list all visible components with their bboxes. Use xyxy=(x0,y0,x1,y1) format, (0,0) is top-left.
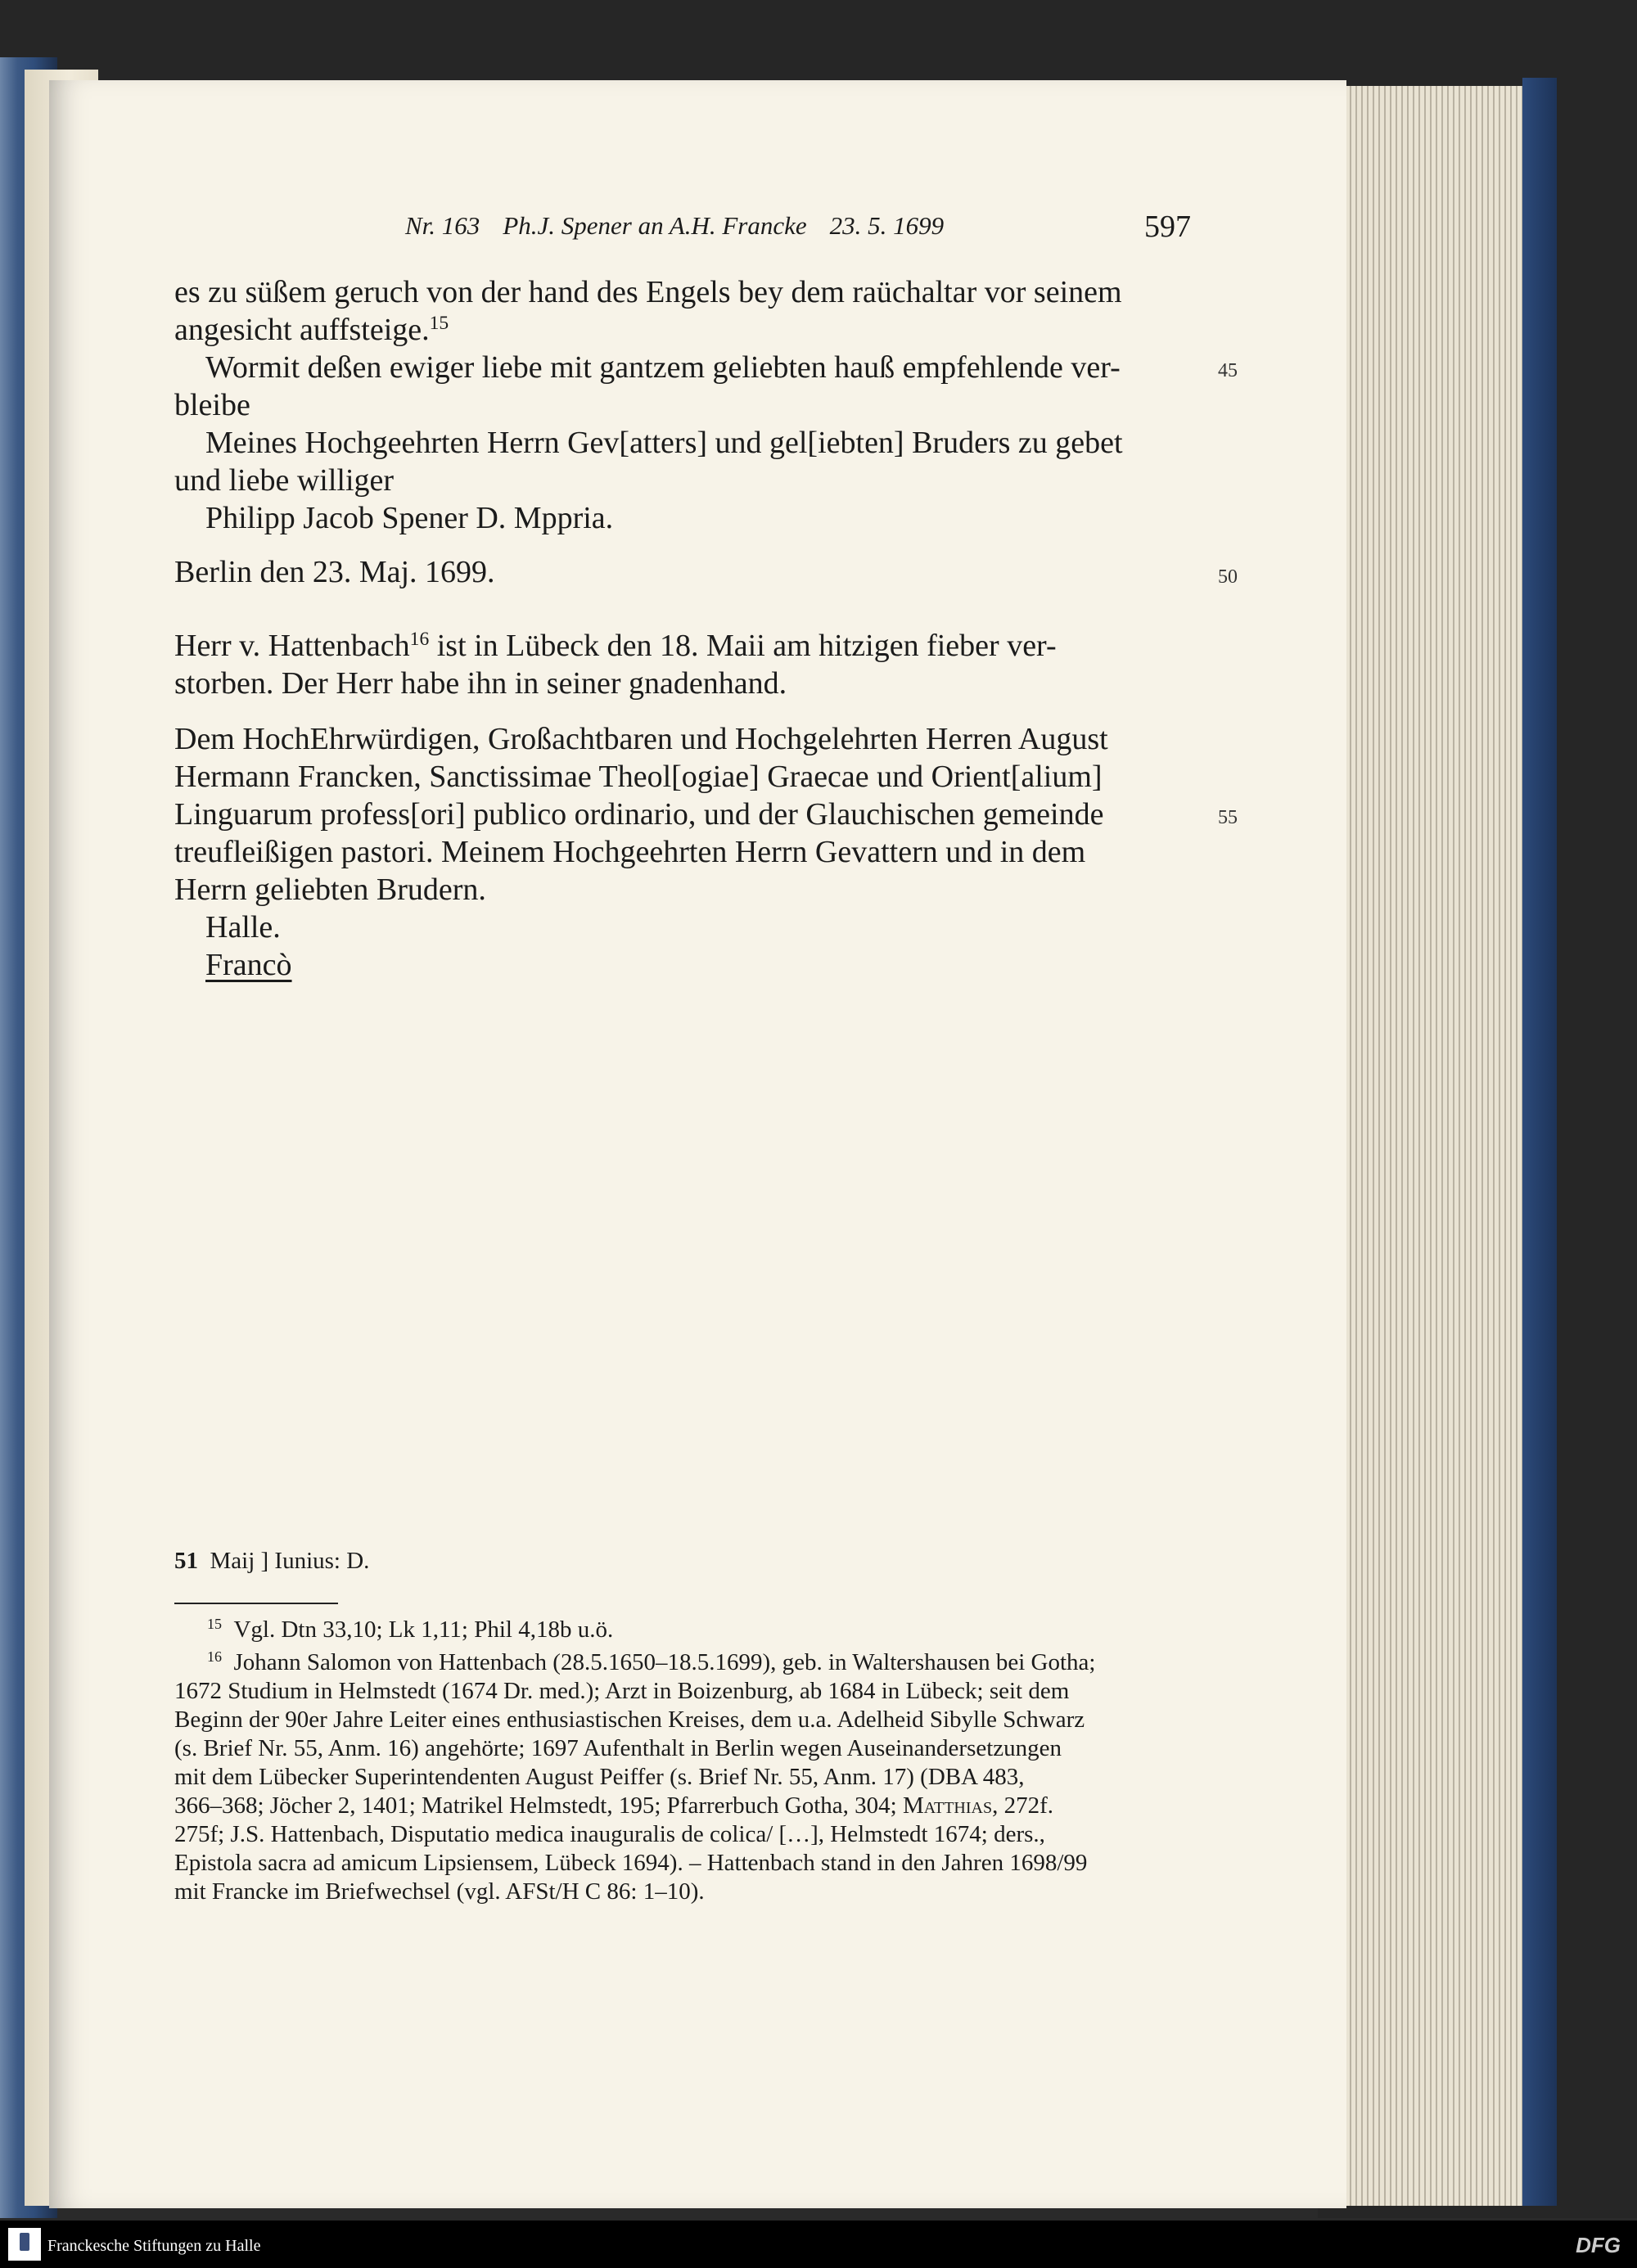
footnote-line: mit Francke im Briefwechsel (vgl. AFSt/H C 86: 1–10). xyxy=(174,1878,705,1905)
text-line: Wormit deßen ewiger liebe mit gantzem geliebten hauß empfehlende ver- xyxy=(205,350,1121,385)
footnote-ref-15[interactable]: 15 xyxy=(429,313,449,335)
apparatus-line-ref: 51 xyxy=(174,1548,198,1574)
text-line: es zu süßem geruch von der hand des Engels bey dem raüchaltar vor seinem xyxy=(174,275,1122,309)
dfg-logo[interactable]: DFG xyxy=(1576,2233,1621,2257)
building-icon xyxy=(20,2233,29,2251)
address-line: Halle. xyxy=(205,910,281,945)
running-header xyxy=(405,211,967,241)
line-number-45: 45 xyxy=(1218,360,1238,381)
correspondents: Ph.J. Spener an A.H. Francke xyxy=(503,211,807,240)
text-line: und liebe williger xyxy=(174,463,395,498)
line-number-50: 50 xyxy=(1218,566,1238,588)
address-line: Linguarum profess[ori] publico ordinario, und der Glauchischen gemeinde xyxy=(174,797,1104,832)
text-line: bleibe xyxy=(174,388,250,422)
footnote-line: (s. Brief Nr. 55, Anm. 16) angehörte; 1697 Aufenthalt in Berlin wegen Auseinandersetzungen xyxy=(174,1735,1062,1761)
footnote-line: mit dem Lübecker Superintendenten August Peiffer (s. Brief Nr. 55, Anm. 17) (DBA 483, xyxy=(174,1764,1025,1790)
address-line: Francò xyxy=(205,948,292,982)
footnote-line: Epistola sacra ad amicum Lipsiensem, Lübeck 1694). – Hattenbach stand in den Jahren 1698/99 xyxy=(174,1850,1088,1876)
address-line: Herrn geliebten Brudern. xyxy=(174,872,486,907)
line-number-55: 55 xyxy=(1218,807,1238,828)
footnote-ref-16[interactable]: 16 xyxy=(409,629,430,651)
text-line: Herr v. Hattenbach$^{16}$ ist in Lübeck den 18. Maii am hitzigen fieber ver- xyxy=(174,629,1057,663)
apparatus-text: Maij ] Iunius: D. xyxy=(210,1548,370,1574)
page-number: 597 xyxy=(1144,210,1191,244)
footnote-line: Beginn der 90er Jahre Leiter eines enthusiastischen Kreises, dem u.a. Adelheid Sibylle Schwarz xyxy=(174,1707,1085,1733)
institution-logo[interactable] xyxy=(8,2228,41,2261)
institution-name[interactable]: Franckesche Stiftungen zu Halle xyxy=(47,2237,261,2255)
footnote-16: $^{16}$ Johann Salomon von Hattenbach (28.5.1650–18.5.1699), geb. in Waltershausen bei Gotha; xyxy=(207,1648,1096,1675)
text-line: Meines Hochgeehrten Herrn Gev[atters] und gel[iebten] Bruders zu gebet xyxy=(205,426,1123,460)
footnote-15: $^{15}$ Vgl. Dtn 33,10; Lk 1,11; Phil 4,18b u.ö. xyxy=(207,1616,614,1643)
signature-line: Philipp Jacob Spener D. Mppria. xyxy=(205,501,614,535)
critical-apparatus xyxy=(174,1548,369,1575)
text-line: angesicht auffsteige.$^{15}$ xyxy=(174,313,449,347)
letter-number: Nr. 163 xyxy=(405,211,480,240)
footnote-rule xyxy=(174,1603,338,1604)
footnote-line: 1672 Studium in Helmstedt (1674 Dr. med.); Arzt in Boizenburg, ab 1684 in Lübeck; seit dem xyxy=(174,1678,1070,1704)
address-line: Hermann Francken, Sanctissimae Theol[ogiae] Graecae und Orient[alium] xyxy=(174,760,1103,794)
footnote-line: 366–368; Jöcher 2, 1401; Matrikel Helmstedt, 195; Pfarrerbuch Gotha, 304; Matthias, 272f. xyxy=(174,1792,1054,1819)
text-line: storben. Der Herr habe ihn in seiner gnadenhand. xyxy=(174,666,787,701)
address-line: Dem HochEhrwürdigen, Großachtbaren und Hochgelehrten Herren August xyxy=(174,722,1108,756)
address-line: treufleißigen pastori. Meinem Hochgeehrten Herrn Gevattern und in dem xyxy=(174,835,1086,869)
date-line: Berlin den 23. Maj. 1699. xyxy=(174,555,495,589)
letter-date: 23. 5. 1699 xyxy=(829,211,945,240)
footnote-line: 275f; J.S. Hattenbach, Disputatio medica inauguralis de colica/ […], Helmstedt 1674; ders., xyxy=(174,1821,1045,1847)
